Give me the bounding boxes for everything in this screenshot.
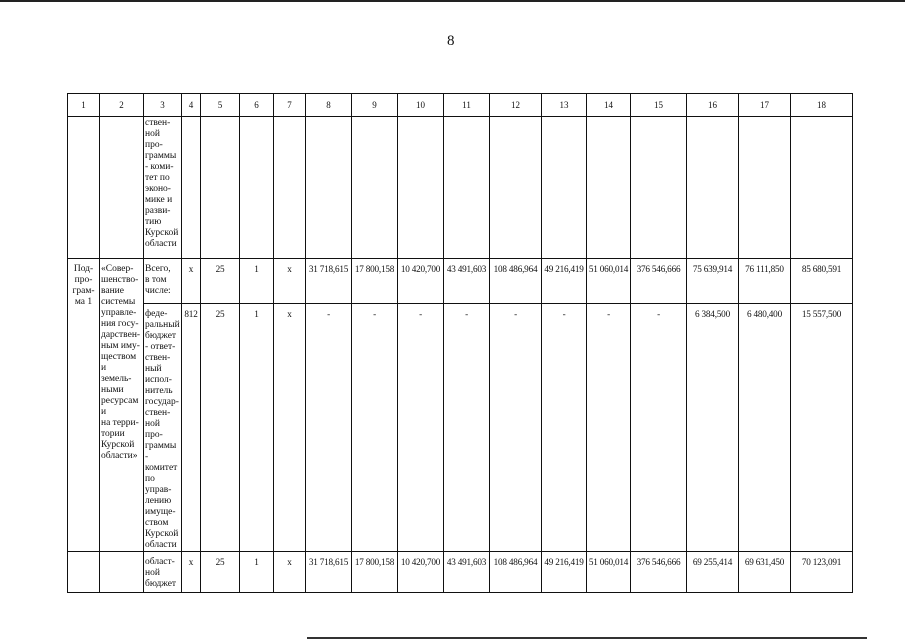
cell: 25 xyxy=(201,259,240,304)
cell xyxy=(352,117,398,259)
cell: 25 xyxy=(201,552,240,593)
cell: - xyxy=(490,304,542,552)
top-border-line xyxy=(0,0,905,2)
cell xyxy=(100,552,144,593)
cell: 70 123,091 xyxy=(791,552,853,593)
cell: 812 xyxy=(182,304,201,552)
cell-description: феде- ральный бюджет - ответ- ствен- ный испол- нитель государ- ствен- ной про- граммы - комитет по управ- лению имуще- ством Курской области xyxy=(144,304,182,552)
header-cell: 11 xyxy=(444,94,490,117)
header-cell: 18 xyxy=(791,94,853,117)
header-cell: 7 xyxy=(274,94,306,117)
cell: 376 546,666 xyxy=(631,259,687,304)
cell xyxy=(274,117,306,259)
cell: 1 xyxy=(240,552,274,593)
cell: - xyxy=(352,304,398,552)
cell: - xyxy=(444,304,490,552)
header-row xyxy=(68,94,853,117)
table-row xyxy=(68,552,853,593)
cell xyxy=(739,117,791,259)
cell: х xyxy=(274,259,306,304)
cell: 85 680,591 xyxy=(791,259,853,304)
cell: 6 384,500 xyxy=(687,304,739,552)
cell: 17 800,158 xyxy=(352,259,398,304)
header-cell: 17 xyxy=(739,94,791,117)
cell: 10 420,700 xyxy=(398,552,444,593)
cell: 15 557,500 xyxy=(791,304,853,552)
header-cell: 16 xyxy=(687,94,739,117)
cell xyxy=(182,117,201,259)
cell: 17 800,158 xyxy=(352,552,398,593)
cell: 43 491,603 xyxy=(444,259,490,304)
cell: - xyxy=(398,304,444,552)
cell-description: област- ной бюджет xyxy=(144,552,182,593)
cell: 108 486,964 xyxy=(490,259,542,304)
cell: 6 480,400 xyxy=(739,304,791,552)
cell-subprogram-id: Под- про- грам- ма 1 xyxy=(68,259,100,552)
cell: 75 639,914 xyxy=(687,259,739,304)
header-cell: 9 xyxy=(352,94,398,117)
cell xyxy=(201,117,240,259)
cell: 31 718,615 xyxy=(306,259,352,304)
cell xyxy=(687,117,739,259)
header-cell: 5 xyxy=(201,94,240,117)
bottom-border-line xyxy=(307,637,867,639)
header-cell: 4 xyxy=(182,94,201,117)
cell: - xyxy=(306,304,352,552)
cell xyxy=(490,117,542,259)
table-row xyxy=(68,259,853,304)
cell: х xyxy=(182,259,201,304)
cell: 51 060,014 xyxy=(587,259,631,304)
cell: 49 216,419 xyxy=(542,552,587,593)
cell: 49 216,419 xyxy=(542,259,587,304)
cell-subprogram-name: «Совер- шенство- вание системы управле- ния госу- дарствен- ным иму- ществом и земель- ными ресурсами на терри- тории Курской области» xyxy=(100,259,144,552)
cell: - xyxy=(542,304,587,552)
header-cell: 12 xyxy=(490,94,542,117)
header-cell: 8 xyxy=(306,94,352,117)
header-cell: 14 xyxy=(587,94,631,117)
cell xyxy=(444,117,490,259)
cell: 51 060,014 xyxy=(587,552,631,593)
budget-table xyxy=(67,93,853,593)
cell: 31 718,615 xyxy=(306,552,352,593)
cell: 69 255,414 xyxy=(687,552,739,593)
cell xyxy=(587,117,631,259)
cell xyxy=(68,552,100,593)
cell xyxy=(306,117,352,259)
header-cell: 10 xyxy=(398,94,444,117)
header-cell: 3 xyxy=(144,94,182,117)
header-cell: 1 xyxy=(68,94,100,117)
cell: 1 xyxy=(240,304,274,552)
cell-description: ствен- ной про- граммы - коми- тет по эконо- мике и разви- тию Курской области xyxy=(144,117,182,259)
cell: - xyxy=(587,304,631,552)
header-cell: 6 xyxy=(240,94,274,117)
cell xyxy=(240,117,274,259)
cell: 1 xyxy=(240,259,274,304)
cell: 25 xyxy=(201,304,240,552)
cell: - xyxy=(631,304,687,552)
table-row xyxy=(68,117,853,259)
cell: 10 420,700 xyxy=(398,259,444,304)
header-cell: 13 xyxy=(542,94,587,117)
cell xyxy=(791,117,853,259)
cell: 69 631,450 xyxy=(739,552,791,593)
header-cell: 2 xyxy=(100,94,144,117)
cell: х xyxy=(274,304,306,552)
cell xyxy=(100,117,144,259)
cell: х xyxy=(274,552,306,593)
cell xyxy=(68,117,100,259)
cell: 376 546,666 xyxy=(631,552,687,593)
cell-description: Всего, в том числе: xyxy=(144,259,182,304)
table-row xyxy=(68,304,853,552)
page-number: 8 xyxy=(447,33,455,49)
cell: 108 486,964 xyxy=(490,552,542,593)
cell xyxy=(398,117,444,259)
cell: х xyxy=(182,552,201,593)
header-cell: 15 xyxy=(631,94,687,117)
cell: 76 111,850 xyxy=(739,259,791,304)
cell xyxy=(542,117,587,259)
cell: 43 491,603 xyxy=(444,552,490,593)
cell xyxy=(631,117,687,259)
